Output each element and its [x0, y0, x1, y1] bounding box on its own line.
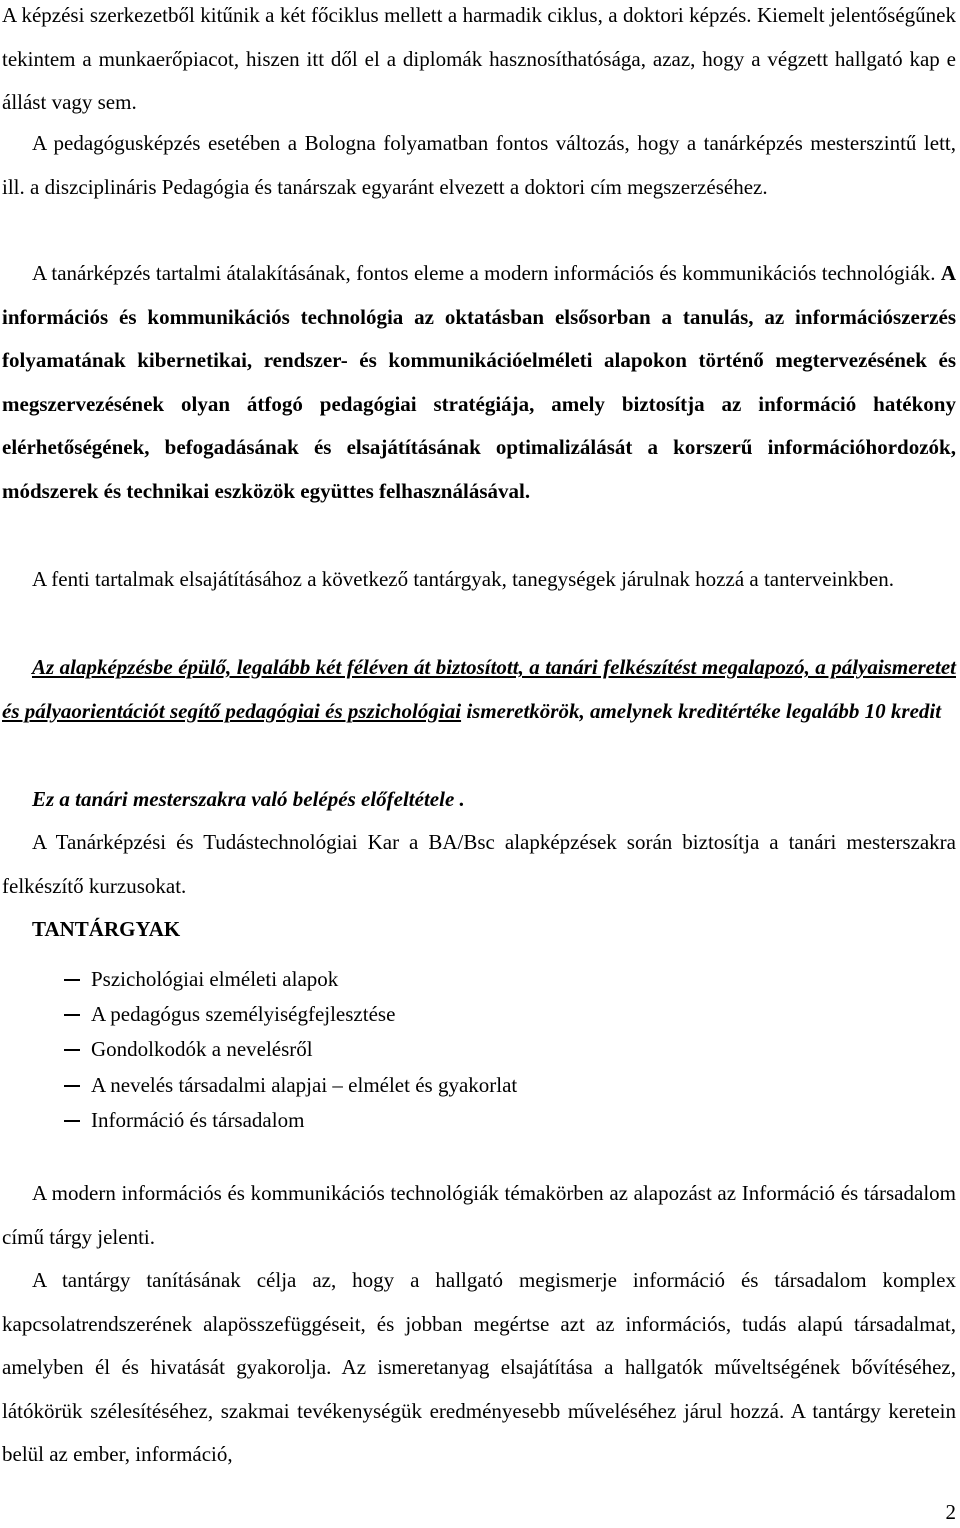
ict-intro-text: A tanárképzés tartalmi átalakításának, fontos eleme a modern információs és kommunikációs technológiák.	[32, 261, 941, 285]
paragraph-contributing-subjects: A fenti tartalmak elsajátításához a következő tantárgyak, tanegységek járulnak hozzá a tanterveinkben.	[32, 567, 894, 591]
dash-bullet-icon	[64, 1120, 80, 1122]
subject-label: A nevelés társadalmi alapjai – elmélet és gyakorlat	[91, 1072, 518, 1097]
paragraph-faculty-courses: A Tanárképzési és Tudástechnológiai Kar a BA/Bsc alapképzések során biztosítja a tanári mesterszakra felkészítő kurzusokat.	[2, 830, 956, 898]
paragraph-ict-subject: A modern információs és kommunikációs technológiák témakörben az alapozást az Információ és társadalom című tárgy jelenti.	[2, 1181, 956, 1249]
paragraph-prerequisite-modules	[2, 646, 956, 733]
dash-bullet-icon	[64, 1085, 80, 1087]
prerequisite-underlined-text: Az alapképzésbe épülő, legalább két féléven át biztosított, a tanári felkészítést megalapozó, a pályaismeretet és pályaorientációt segítő pedagógiai és pszichológiai	[2, 655, 956, 723]
subject-label: Gondolkodók a nevelésről	[91, 1037, 313, 1062]
paragraph-course-aim: A tantárgy tanításának célja az, hogy a hallgató megismerje információ és társadalom komplex kapcsolatrendszerének alapösszefüggéseit, és jobban megértse azt az információs, tudás alapú társadalmat, amelyben él és hivatását gyakorolja. Az ismeretanyag elsajátítása a hallgatók műveltségének bővítéséhez, látókörük szélesítéséhez, szakmai tevékenységük eredményesebb műveléséhez járul hozzá. A tantárgy keretein belül az ember, információ,	[2, 1268, 956, 1467]
prerequisite-credit-text: ismeretkörök, amelynek kreditértéke legalább 10 kredit	[461, 698, 942, 723]
dash-bullet-icon	[64, 979, 80, 981]
subject-label: Pszichológiai elméleti alapok	[91, 967, 339, 991]
dash-bullet-icon	[64, 1014, 80, 1016]
paragraph-entry-condition: Ez a tanári mesterszakra való belépés előfeltétele .	[32, 787, 465, 811]
subject-label: Információ és társadalom	[91, 1107, 305, 1132]
section-heading-subjects: TANTÁRGYAK	[32, 917, 181, 941]
subject-label: A pedagógus személyiségfejlesztése	[91, 1002, 396, 1027]
paragraph-ict-definition	[2, 252, 956, 514]
dash-bullet-icon	[64, 1049, 80, 1051]
paragraph-teacher-training-master: A pedagógusképzés esetében a Bologna folyamatban fontos változás, hogy a tanárképzés mesterszintű lett, ill. a diszciplináris Pedagógia és tanárszak egyaránt elvezett a doktori cím megszerzéséhez.	[2, 131, 956, 199]
ict-definition-bold: A információs és kommunikációs technológia az oktatásban elsősorban a tanulás, az információszerzés folyamatának kibernetikai, rendszer- és kommunikációelméleti alapokon történő megtervezésének és megszervezésének olyan átfogó pedagógiai stratégiája, amely biztosítja az információ hatékony elérhetőségének, befogadásának és elsajátításának optimalizálását a korszerű információhordozók, módszerek és technikai eszközök együttes felhasználásával.	[2, 261, 956, 503]
page-number: 2	[945, 1500, 956, 1524]
paragraph-doctoral-cycle: A képzési szerkezetből kitűnik a két főciklus mellett a harmadik ciklus, a doktori képzés. Kiemelt jelentőségűnek tekintem a munkaerőpiacot, hiszen itt dől el a diplomák hasznosíthatósága, azaz, hogy a végzett hallgató kap e állást vagy sem.	[2, 3, 956, 115]
